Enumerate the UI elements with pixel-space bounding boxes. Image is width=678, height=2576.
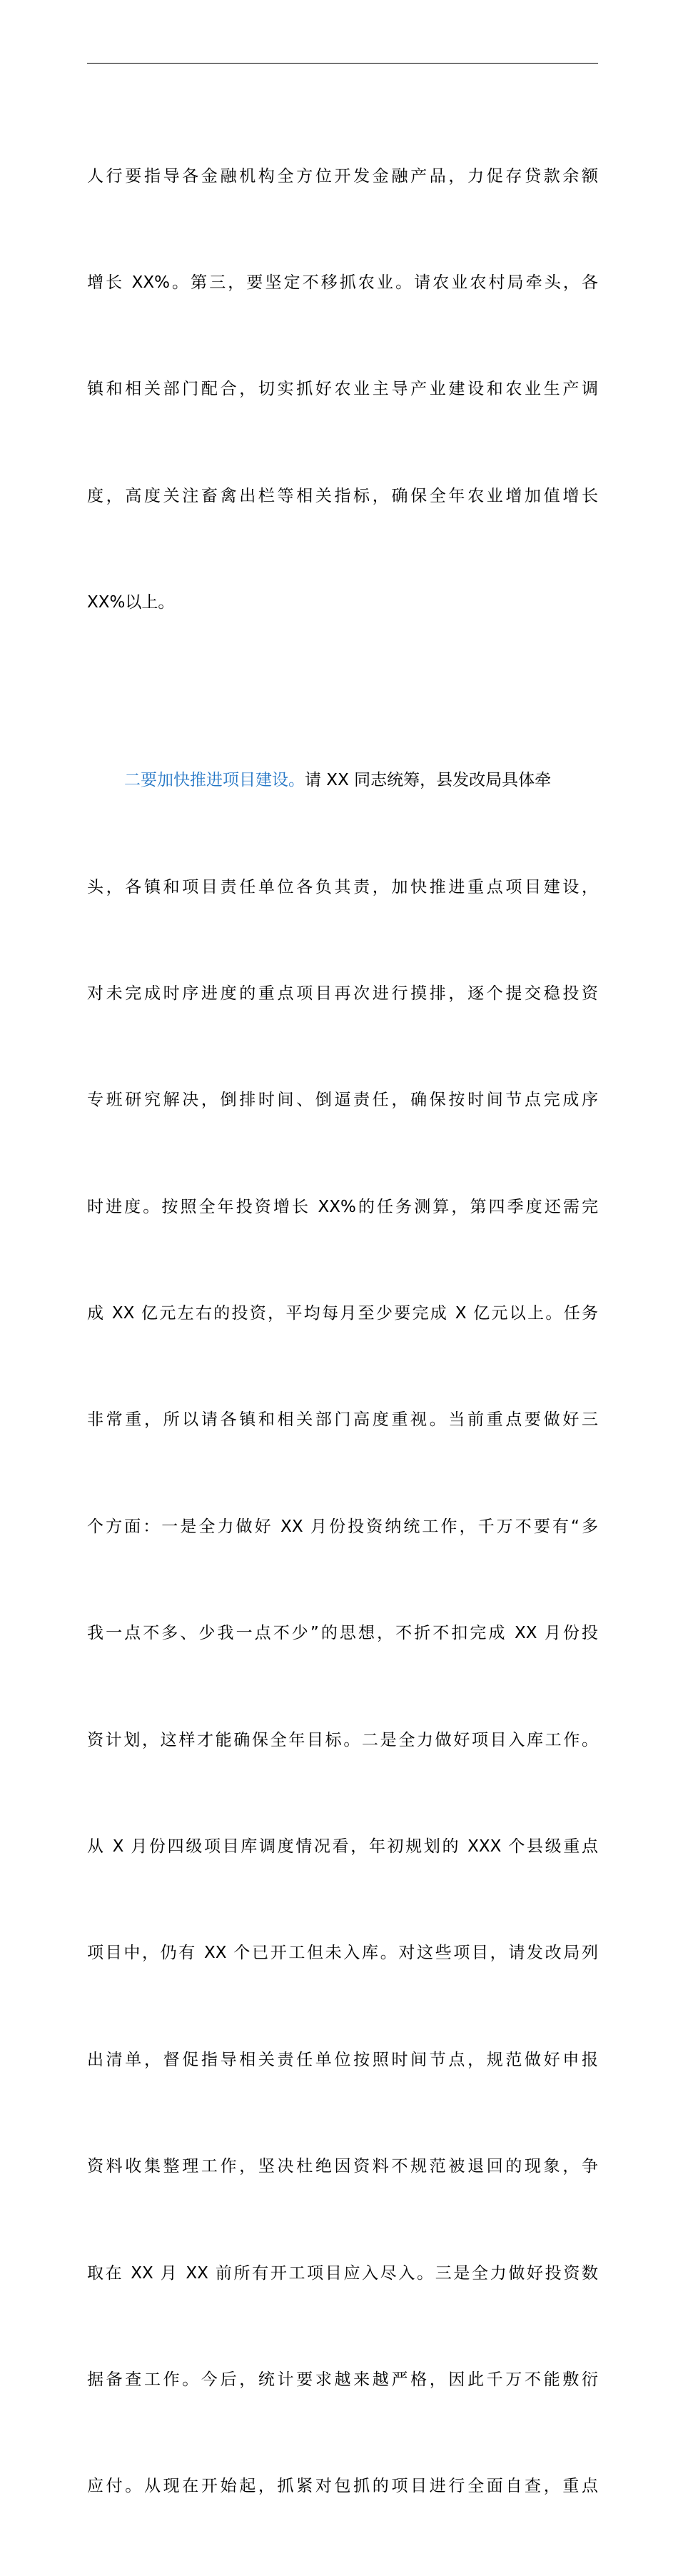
- text-line: 应付。从现在开始起，抓紧对包抓的项目进行全面自查，重点: [87, 2477, 598, 2496]
- text-line: 从 X 月份四级项目库调度情况看，年初规划的 XXX 个县级重点: [87, 1837, 598, 1857]
- text-line: 头，各镇和项目责任单位各负其责，加快推进重点项目建设，: [87, 877, 598, 896]
- text-line: 据备查工作。今后，统计要求越来越严格，因此千万不能敷衍: [87, 2370, 598, 2389]
- text-line: 时进度。按照全年投资增长 XX%的任务测算，第四季度还需完: [87, 1197, 598, 1216]
- text-line: 度，高度关注畜禽出栏等相关指标，确保全年农业增加值增长: [87, 486, 598, 505]
- text-line: 出清单，督促指导相关责任单位按照时间节点，规范做好申报: [87, 2050, 598, 2069]
- text-line: 人行要指导各金融机构全方位开发金融产品，力促存贷款余额: [87, 166, 598, 186]
- text-line: 专班研究解决，倒排时间、倒逼责任，确保按时间节点完成序: [87, 1091, 598, 1110]
- text-line: 镇和相关部门配合，切实抓好农业主导产业建设和农业生产调: [87, 380, 598, 399]
- text-line: 取在 XX 月 XX 前所有开工项目应入尽入。三是全力做好投资数: [87, 2263, 598, 2283]
- text-line: 资料收集整理工作，坚决杜绝因资料不规范被退回的现象，争: [87, 2157, 598, 2176]
- text-line: 增长 XX%。第三，要坚定不移抓农业。请农业农村局牵头，各: [87, 273, 598, 292]
- paragraph-project-construction: [87, 692, 598, 2576]
- text-line: 我一点不多、少我一点不少”的思想，不折不扣完成 XX 月份投: [87, 1624, 598, 1643]
- section-heading: 二要加快推进项目建设。: [124, 771, 305, 790]
- text-line: 非常重，所以请各镇和相关部门高度重视。当前重点要做好三: [87, 1410, 598, 1430]
- text-line: XX%以上。: [87, 593, 175, 612]
- text-line: 对未完成时序进度的重点项目再次进行摸排，逐个提交稳投资: [87, 984, 598, 1003]
- text-line-first: [87, 763, 598, 799]
- text-line: 资计划，这样才能确保全年目标。二是全力做好项目入库工作。: [87, 1730, 598, 1749]
- text-run: 请 XX 同志统筹，县发改局具体牵: [305, 771, 552, 790]
- paragraph-agriculture: [87, 88, 598, 692]
- text-line: 成 XX 亿元左右的投资，平均每月至少要完成 X 亿元以上。任务: [87, 1304, 598, 1323]
- text-line: 项目中，仍有 XX 个已开工但未入库。对这些项目，请发改局列: [87, 1944, 598, 1963]
- body-text: [87, 88, 598, 2576]
- text-line: 个方面：一是全力做好 XX 月份投资纳统工作，千万不要有“多: [87, 1517, 598, 1536]
- header-rule: [87, 63, 598, 64]
